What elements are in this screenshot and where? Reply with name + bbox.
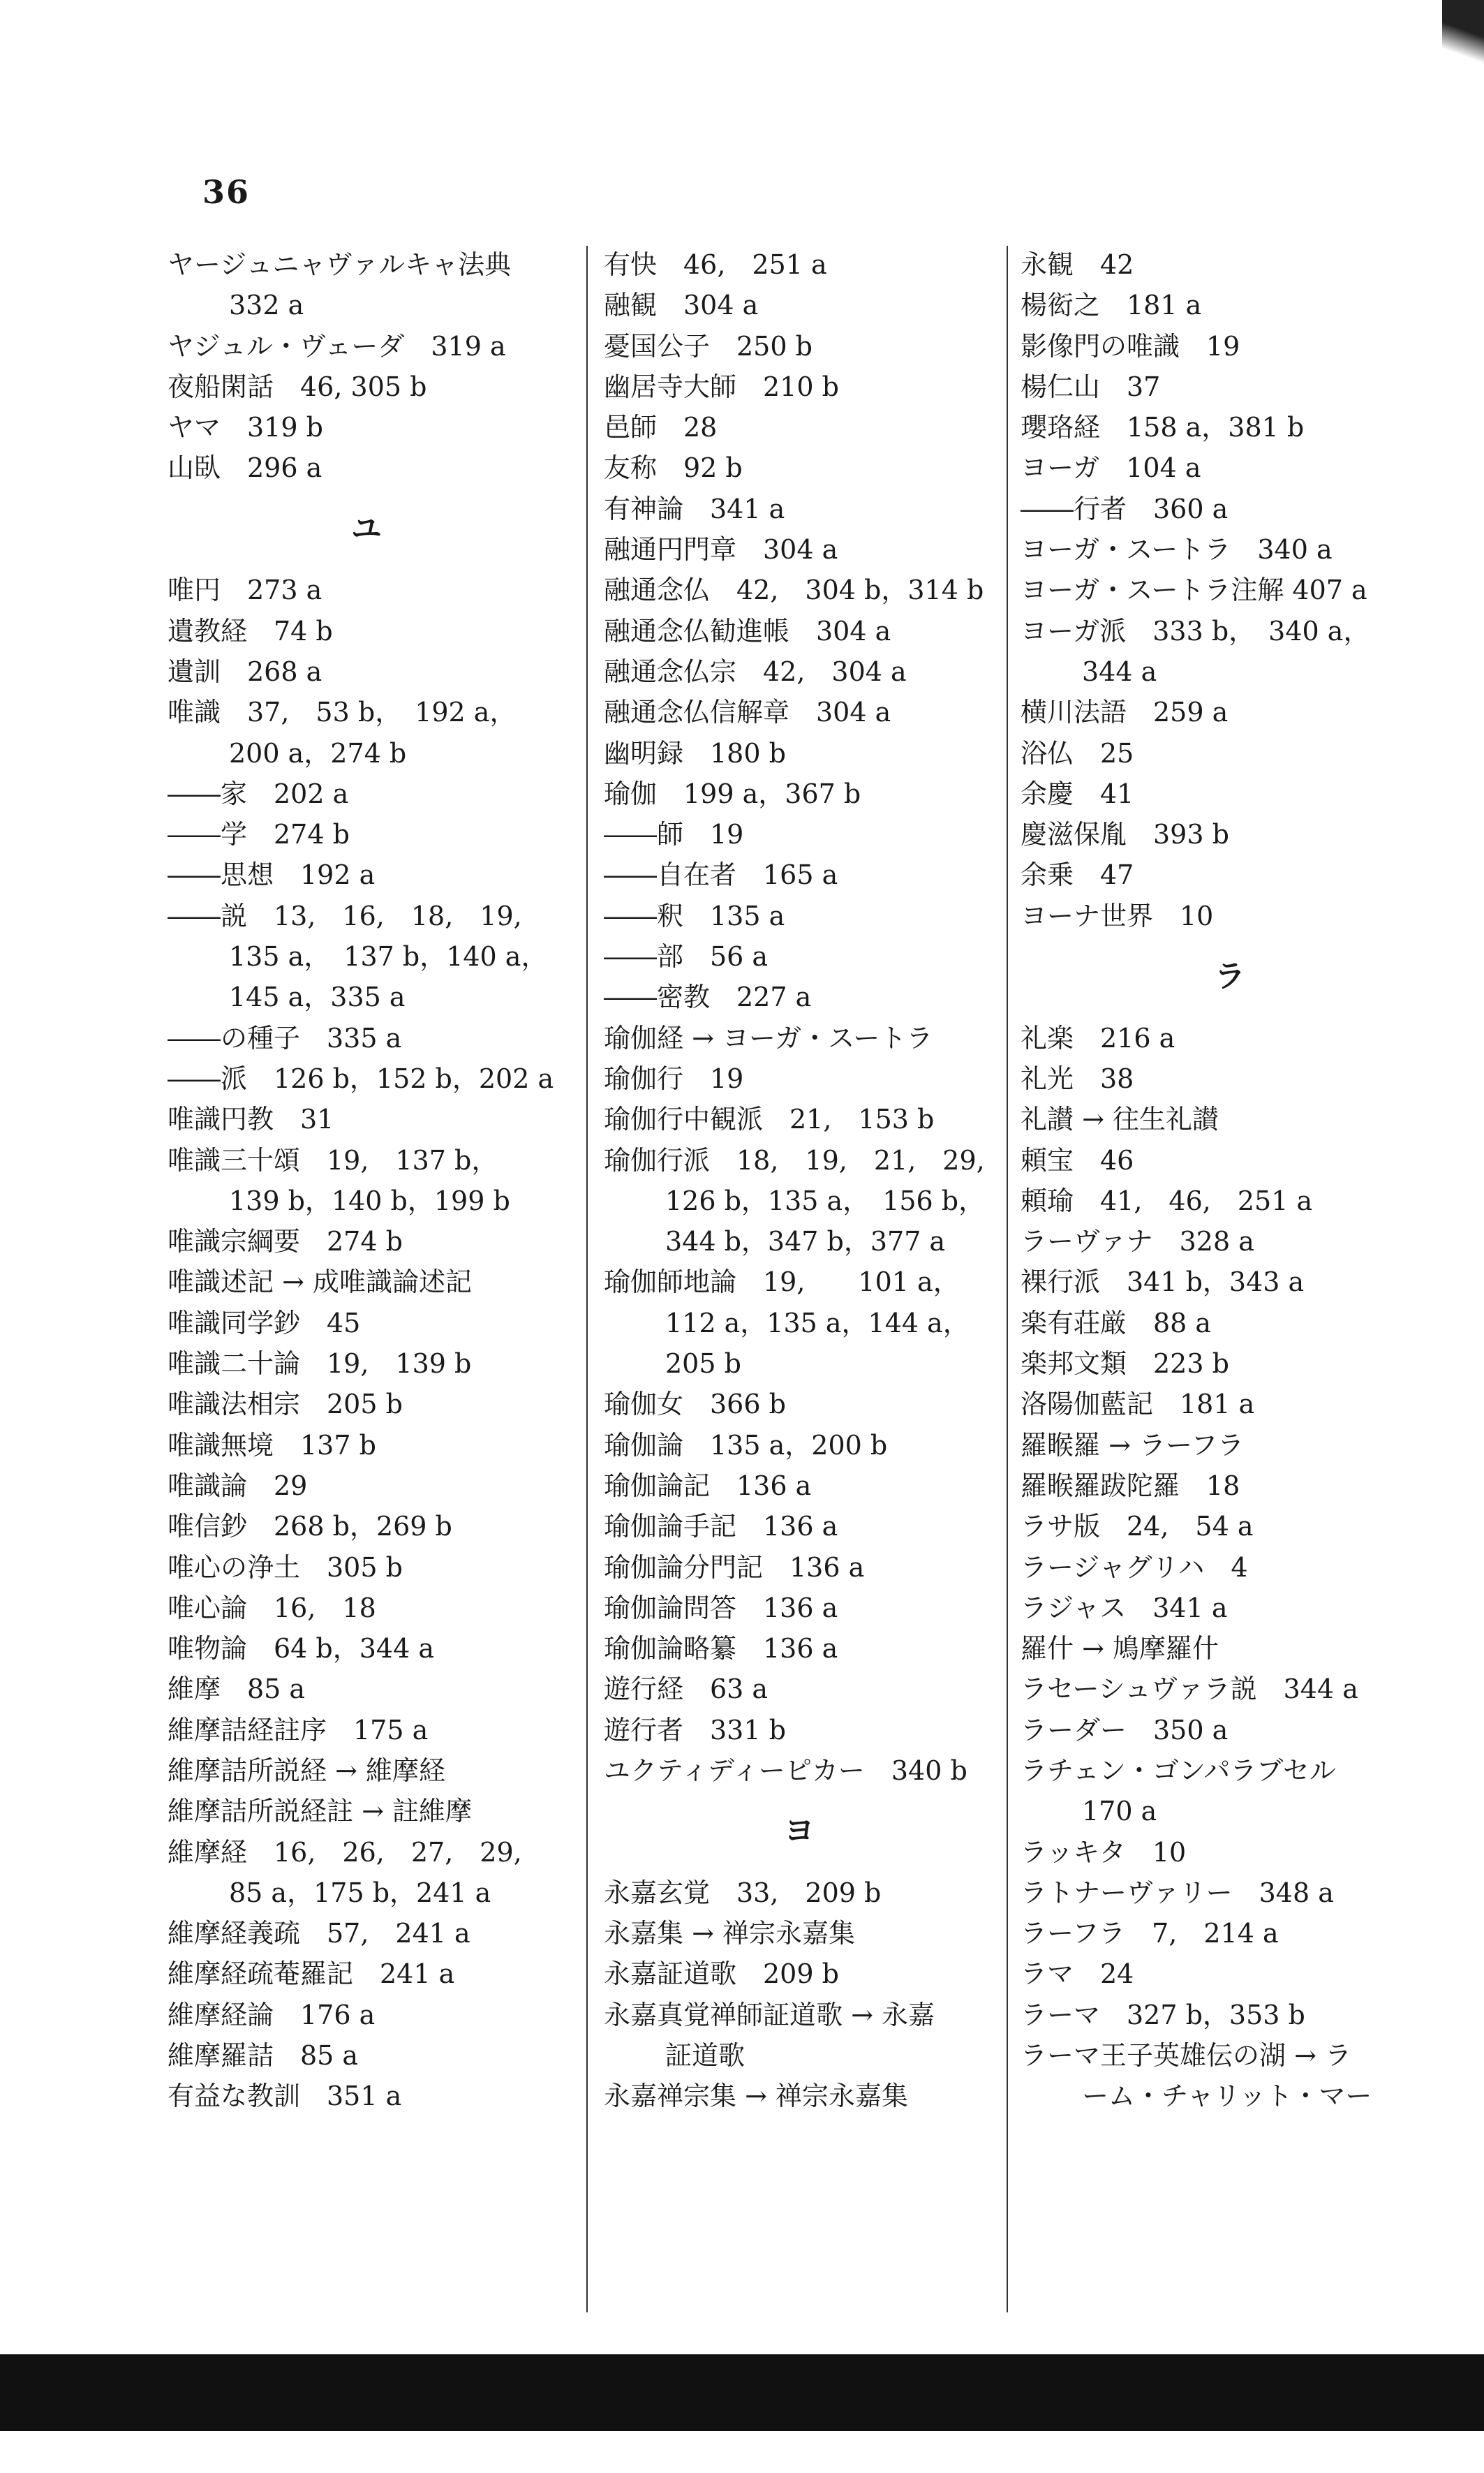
index-column-2 xyxy=(604,244,995,2117)
column-divider xyxy=(1007,246,1008,2312)
index-entry: 唯識同学鈔 45 xyxy=(168,1307,361,1338)
index-entry: ラーマ 327 b，353 b xyxy=(1021,1999,1305,2030)
index-entry: 瑜伽師地論 19, 101 a， xyxy=(604,1267,960,1298)
index-entry: 瑜伽経 → ヨーガ・スートラ xyxy=(604,1022,933,1054)
index-entry: 永観 42 xyxy=(1021,249,1134,280)
index-entry: 融通念仏 42, 304 b，314 b xyxy=(604,575,984,606)
index-entry-continuation: 126 b，135 a， 156 b， xyxy=(665,1185,986,1216)
index-entry: 礼楽 216 a xyxy=(1021,1022,1175,1054)
index-entry-continuation: 332 a xyxy=(229,290,304,321)
index-entry: 瑜伽行中観派 21, 153 b xyxy=(604,1104,935,1135)
index-entry: 維摩詰所説経註 → 註維摩 xyxy=(168,1796,472,1827)
column-divider xyxy=(586,246,588,2312)
section-heading: ラ xyxy=(1215,959,1245,995)
index-entry: 余慶 41 xyxy=(1021,778,1134,809)
index-entry: 唯識 37, 53 b， 192 a， xyxy=(168,697,517,728)
index-entry: 永嘉集 → 禅宗永嘉集 xyxy=(604,1918,855,1949)
index-entry: 唯円 273 a xyxy=(168,575,322,606)
index-entry: 遊行者 331 b xyxy=(604,1714,786,1745)
index-entry: 永嘉禅宗集 → 禅宗永嘉集 xyxy=(604,2081,908,2112)
index-entry-continuation: 145 a，335 a xyxy=(229,982,406,1013)
index-entry: 余乗 47 xyxy=(1021,859,1134,891)
index-entry: ――師 19 xyxy=(604,819,744,850)
index-entry: 有益な教訓 351 a xyxy=(168,2081,402,2112)
index-entry: ラマ 24 xyxy=(1021,1958,1134,1990)
index-entry: 洛陽伽藍記 181 a xyxy=(1021,1389,1255,1420)
index-entry: ヤージュニャヴァルキャ法典 xyxy=(168,249,512,280)
index-entry: 維摩経義疏 57, 241 a xyxy=(168,1918,470,1949)
index-entry-continuation: 170 a xyxy=(1082,1796,1157,1827)
index-entry: 裸行派 341 b，343 a xyxy=(1021,1267,1305,1298)
index-entry: 瑜伽行派 18, 19, 21, 29, xyxy=(604,1144,985,1176)
index-entry: 瑜伽女 366 b xyxy=(604,1389,786,1420)
scan-edge-bar xyxy=(0,2354,1484,2431)
index-entry-continuation: ーム・チャリット・マー xyxy=(1082,2081,1372,2112)
index-entry: ヨーガ・スートラ 340 a xyxy=(1021,534,1333,566)
index-entry: 唯識三十頌 19, 137 b， xyxy=(168,1144,498,1176)
index-entry: ラサ版 24, 54 a xyxy=(1021,1511,1254,1542)
index-entry: ラトナーヴァリー 348 a xyxy=(1021,1877,1334,1908)
index-entry: 浴仏 25 xyxy=(1021,737,1134,769)
index-entry: ラジャス 341 a xyxy=(1021,1592,1228,1623)
index-entry: 頼宝 46 xyxy=(1021,1144,1134,1176)
index-entry: 維摩詰経註序 175 a xyxy=(168,1714,429,1745)
index-entry: ――説 13, 16, 18, 19, xyxy=(168,900,522,931)
index-entry: ラーフラ 7, 214 a xyxy=(1021,1918,1279,1949)
scan-corner-mark xyxy=(1442,0,1484,91)
index-entry: 瑜伽論記 136 a xyxy=(604,1470,812,1501)
index-entry: ――行者 360 a xyxy=(1021,493,1229,524)
index-entry: 瓔珞経 158 a，381 b xyxy=(1021,412,1305,443)
index-entry: 羅什 → 鳩摩羅什 xyxy=(1021,1633,1219,1664)
index-entry: 永嘉証道歌 209 b xyxy=(604,1958,839,1990)
index-entry: 唯識円教 31 xyxy=(168,1104,334,1135)
index-entry: ヨーガ・スートラ注解 407 a xyxy=(1021,575,1367,606)
index-entry: 邑師 28 xyxy=(604,412,718,443)
index-entry: ――自在者 165 a xyxy=(604,859,838,891)
index-entry: 唯信鈔 268 b，269 b xyxy=(168,1511,452,1542)
index-entry: 羅睺羅跋陀羅 18 xyxy=(1021,1470,1240,1501)
index-entry: 楊衒之 181 a xyxy=(1021,290,1202,321)
index-entry: 維摩経 16, 26, 27, 29, xyxy=(168,1836,522,1868)
index-entry: 維摩羅詰 85 a xyxy=(168,2040,359,2072)
index-entry: ヤジュル・ヴェーダ 319 a xyxy=(168,330,506,362)
index-entry: ラチェン・ゴンパラブセル xyxy=(1021,1755,1336,1786)
index-entry: 瑜伽論略纂 136 a xyxy=(604,1633,838,1664)
index-entry: ヤマ 319 b xyxy=(168,412,323,443)
index-entry: ヨーガ派 333 b， 340 a， xyxy=(1021,615,1370,647)
index-entry: 楊仁山 37 xyxy=(1021,371,1161,402)
index-column-3 xyxy=(1021,244,1439,2117)
index-entry: 夜船閑話 46, 305 b xyxy=(168,371,427,402)
index-entry: 横川法語 259 a xyxy=(1021,697,1229,728)
index-entry: ――学 274 b xyxy=(168,819,350,850)
index-entry: 維摩 85 a xyxy=(168,1674,306,1705)
index-entry: 瑜伽論 135 a，200 b xyxy=(604,1429,888,1461)
index-entry: 永嘉真覚禅師証道歌 → 永嘉 xyxy=(604,1999,935,2030)
index-entry: 有快 46, 251 a xyxy=(604,249,827,280)
index-entry: 遺教経 74 b xyxy=(168,615,333,647)
index-entry: ――部 56 a xyxy=(604,941,769,973)
index-entry: 幽明録 180 b xyxy=(604,737,786,769)
index-entry: 融通念仏宗 42, 304 a xyxy=(604,656,907,687)
index-entry: 唯物論 64 b，344 a xyxy=(168,1633,435,1664)
index-entry: 唯識述記 → 成唯識論述記 xyxy=(168,1267,472,1298)
index-entry: 礼光 38 xyxy=(1021,1063,1134,1094)
index-entry-continuation: 344 a xyxy=(1082,656,1157,687)
index-entry: 唯識宗綱要 274 b xyxy=(168,1226,403,1257)
index-entry: ラッキタ 10 xyxy=(1021,1836,1187,1868)
index-entry-continuation: 証道歌 xyxy=(665,2040,745,2072)
index-column-1 xyxy=(168,244,565,2117)
index-entry: 影像門の唯識 19 xyxy=(1021,330,1240,362)
index-entry-continuation: 200 a，274 b xyxy=(229,737,407,769)
index-entry: 唯心論 16, 18 xyxy=(168,1592,376,1623)
index-entry: 頼瑜 41, 46, 251 a xyxy=(1021,1185,1313,1216)
index-entry: ――の種子 335 a xyxy=(168,1022,402,1054)
index-entry: 融通円門章 304 a xyxy=(604,534,838,566)
index-entry: 瑜伽論手記 136 a xyxy=(604,1511,838,1542)
index-entry: 楽有荘厳 88 a xyxy=(1021,1307,1212,1338)
index-entry: 瑜伽論問答 136 a xyxy=(604,1592,838,1623)
index-entry: 融通念仏信解章 304 a xyxy=(604,697,891,728)
section-heading: ヨ xyxy=(784,1813,815,1850)
index-entry: 唯心の浄土 305 b xyxy=(168,1551,403,1583)
index-entry: 唯識法相宗 205 b xyxy=(168,1389,403,1420)
index-entry: ヨーガ 104 a xyxy=(1021,452,1201,484)
index-entry: ラーマ王子英雄伝の湖 → ラ xyxy=(1021,2040,1351,2072)
index-entry-continuation: 205 b xyxy=(665,1348,741,1380)
index-entry: ――釈 135 a xyxy=(604,900,785,931)
index-entry: 瑜伽 199 a，367 b xyxy=(604,778,861,809)
index-entry: 憂国公子 250 b xyxy=(604,330,813,362)
index-entry-continuation: 112 a，135 a，144 a， xyxy=(665,1307,970,1338)
index-entry: 慶滋保胤 393 b xyxy=(1021,819,1229,850)
index-entry: 楽邦文類 223 b xyxy=(1021,1348,1229,1380)
index-entry: 山臥 296 a xyxy=(168,452,322,484)
index-entry-continuation: 85 a，175 b，241 a xyxy=(229,1877,491,1908)
index-entry: ユクティディーピカー 340 b xyxy=(604,1755,967,1786)
index-entry: ラーダー 350 a xyxy=(1021,1714,1229,1745)
index-entry: ヨーナ世界 10 xyxy=(1021,900,1214,931)
index-entry: 遺訓 268 a xyxy=(168,656,322,687)
index-entry: 幽居寺大師 210 b xyxy=(604,371,839,402)
index-entry: ラーヴァナ 328 a xyxy=(1021,1226,1254,1257)
index-entry-continuation: 344 b，347 b，377 a xyxy=(665,1226,946,1257)
index-entry: ――思想 192 a xyxy=(168,859,376,891)
index-entry: 永嘉玄覚 33, 209 b xyxy=(604,1877,882,1908)
index-entry: ――派 126 b，152 b，202 a xyxy=(168,1063,554,1094)
index-entry: 唯識二十論 19, 139 b xyxy=(168,1348,472,1380)
index-entry: 礼讃 → 往生礼讃 xyxy=(1021,1104,1219,1135)
index-entry: 維摩経疏菴羅記 241 a xyxy=(168,1958,455,1990)
page-number: 36 xyxy=(202,173,251,211)
index-entry: 遊行経 63 a xyxy=(604,1674,769,1705)
index-entry: 瑜伽論分門記 136 a xyxy=(604,1551,865,1583)
index-entry: 瑜伽行 19 xyxy=(604,1063,744,1094)
section-heading: ユ xyxy=(351,510,382,547)
index-entry-continuation: 139 b，140 b，199 b xyxy=(229,1185,510,1216)
index-entry: 融観 304 a xyxy=(604,290,759,321)
index-entry: 羅睺羅 → ラーフラ xyxy=(1021,1429,1245,1461)
index-entry: 友称 92 b xyxy=(604,452,743,484)
index-entry: 融通念仏勧進帳 304 a xyxy=(604,615,891,647)
index-entry: ――密教 227 a xyxy=(604,982,812,1013)
index-entry: 唯識論 29 xyxy=(168,1470,308,1501)
index-entry-continuation: 135 a， 137 b，140 a， xyxy=(229,941,548,973)
index-entry: 有神論 341 a xyxy=(604,493,785,524)
index-entry: 維摩経論 176 a xyxy=(168,1999,376,2030)
index-entry: 唯識無境 137 b xyxy=(168,1429,376,1461)
index-entry: 維摩詰所説経 → 維摩経 xyxy=(168,1755,445,1786)
index-entry: ラセーシュヴァラ説 344 a xyxy=(1021,1674,1358,1705)
index-entry: ――家 202 a xyxy=(168,778,349,809)
index-entry: ラージャグリハ 4 xyxy=(1021,1551,1248,1583)
